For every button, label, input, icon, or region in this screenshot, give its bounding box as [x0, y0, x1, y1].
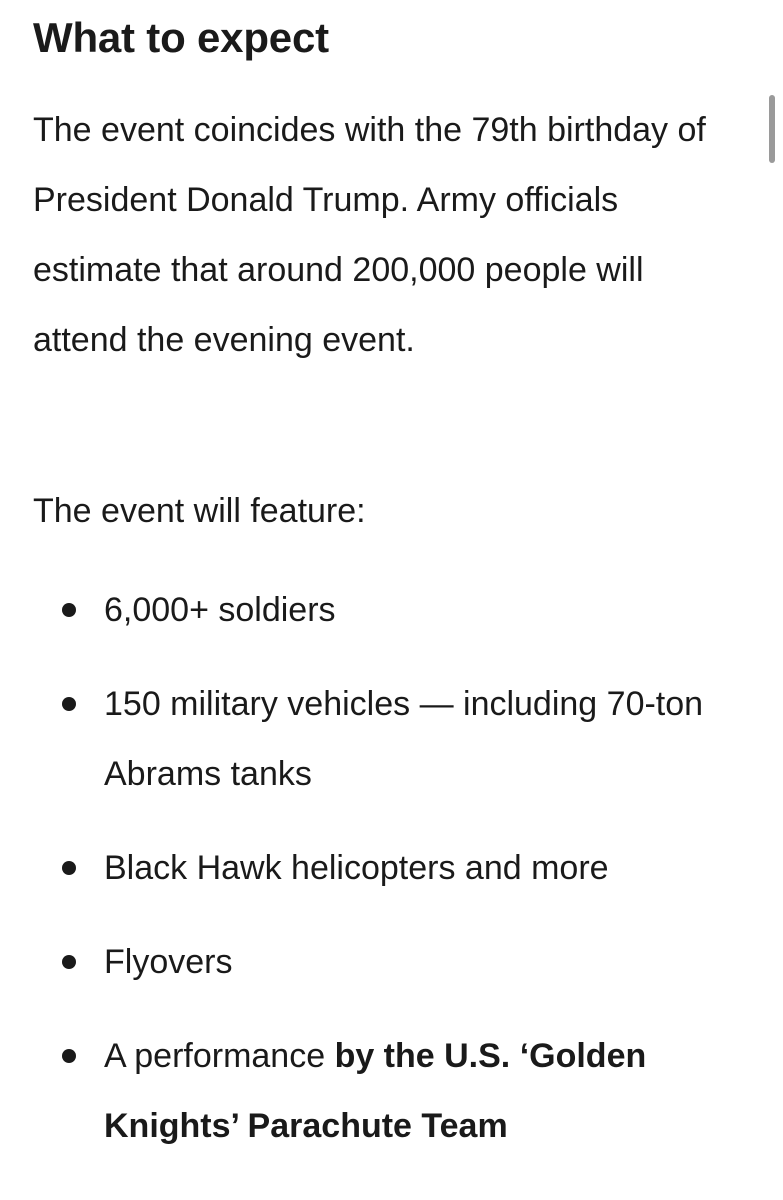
bullet-icon	[62, 955, 76, 969]
list-item	[33, 833, 753, 903]
list-item-text: Flyovers	[104, 943, 233, 981]
list-item	[33, 1021, 753, 1161]
list-item-text: 6,000+ soldiers	[104, 591, 336, 629]
list-item	[33, 669, 753, 809]
list-item	[33, 927, 753, 997]
list-item	[33, 575, 753, 645]
list-item-text: A performance	[104, 1037, 335, 1075]
features-list	[33, 575, 753, 1185]
bullet-icon	[62, 603, 76, 617]
list-item-text: Black Hawk helicopters and more	[104, 849, 609, 887]
intro-paragraph: The event coincides with the 79th birthday of President Donald Trump. Army officials estimate that around 200,000 people will attend the evening event.	[33, 111, 706, 359]
list-item-text: 150 military vehicles — including 70-ton Abrams tanks	[104, 685, 704, 793]
list-item-bold-text: by the U.S. ‘Golden Knights’ Parachute Team	[104, 1037, 647, 1145]
bullet-icon	[62, 861, 76, 875]
bullet-icon	[62, 697, 76, 711]
bullet-icon	[62, 1049, 76, 1063]
features-intro: The event will feature:	[33, 492, 366, 530]
scrollbar[interactable]	[769, 95, 775, 163]
section-heading: What to expect	[33, 14, 329, 61]
